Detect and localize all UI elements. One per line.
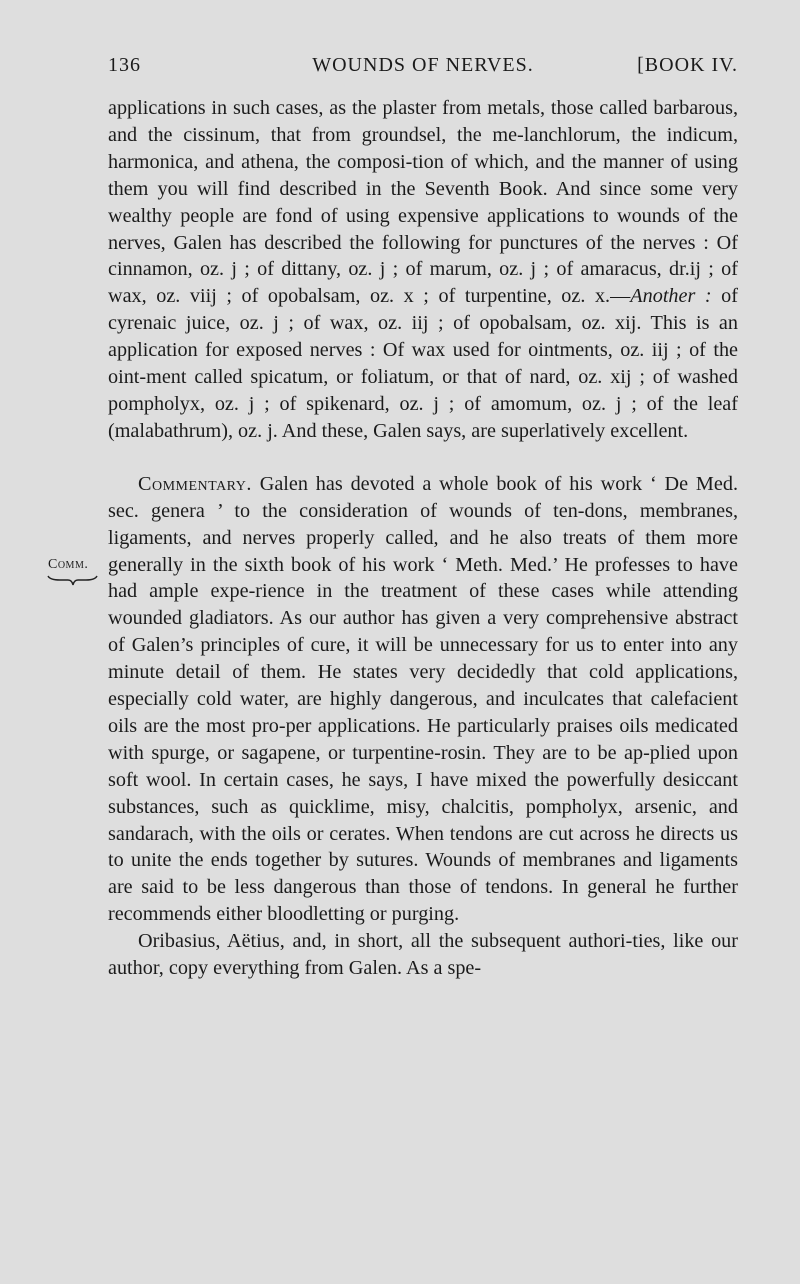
running-title: WOUNDS OF NERVES. — [312, 54, 534, 76]
commentary-heading: Commentary. — [138, 472, 252, 495]
page-number: 136 — [108, 54, 141, 76]
margin-brace-icon — [46, 574, 98, 586]
paragraph-commentary — [108, 471, 738, 928]
margin-note-comm: Comm. — [48, 557, 89, 572]
paragraph-prescriptions-text: applications in such cases, as the plaster from metals, those called barbarous, and the cissinum, that from groundsel, the me-lanchlorum, the indicum, harmonica, and athena, the composi-tion of which, and the manner of using them you will find described in the Seventh Book. And since some very wealthy people are fond of using expensive applications to wounds of the nerves, Galen has described the following for punctures of the nerves : Of cinnamon, oz. j ; of dittany, oz. j ; of marum, oz. j ; of amaracus, dr.ij ; of wax, oz. viij ; of opobalsam, oz. x ; of turpentine, oz. x.— — [108, 97, 738, 308]
paragraph-prescriptions — [108, 95, 738, 445]
paragraph-commentary-text: Galen has devoted a whole book of his work ‘ De Med. sec. genera ’ to the consideration of wounds of ten-dons, membranes, ligaments, and nerves properly called, and he also treats of them more generally in the sixth book of his work ‘ Meth. Med.’ He professes to have had ample expe-rience in the treatment of these cases while attending wounded gladiators. As our author has given a very comprehensive abstract of Galen’s principles of cure, it will be unnecessary for us to enter into any minute detail of them. He states very decidedly that cold applications, especially cold water, are highly dangerous, and inculcates that calefacient oils are the most pro-per applications. He particularly praises oils medicated with spurge, or sagapene, or turpentine-rosin. They are to be ap-plied upon soft wool. In certain cases, he says, I have mixed the powerfully desiccant substances, such as quicklime, misy, chalcitis, pompholyx, arsenic, and sandarach, with the oils or cerates. When tendons are cut across he directs us to unite the ends together by sutures. Wounds of membranes and ligaments are said to be less dangerous than those of tendons. In general he further recommends either bloodletting or purging. — [108, 472, 738, 926]
book-label: [BOOK IV. — [637, 54, 738, 76]
paragraph-prescriptions-rest: of cyrenaic juice, oz. j ; of wax, oz. iij ; of opobalsam, oz. xij. This is an application for exposed nerves : Of wax used for ointments, oz. iij ; of the oint-ment called spicatum, or foliatum, or that of nard, oz. xij ; of washed pompholyx, oz. j ; of spikenard, oz. j ; of amomum, oz. j ; of the leaf (malabathrum), oz. j. And these, Galen says, are superlatively excellent. — [108, 285, 739, 442]
page-body — [108, 95, 738, 982]
running-header — [108, 54, 738, 84]
paragraph-oribasius: Oribasius, Aëtius, and, in short, all the subsequent authori-ties, like our author, copy everything from Galen. As a spe- — [108, 930, 738, 980]
italic-another: Another : — [630, 285, 712, 308]
